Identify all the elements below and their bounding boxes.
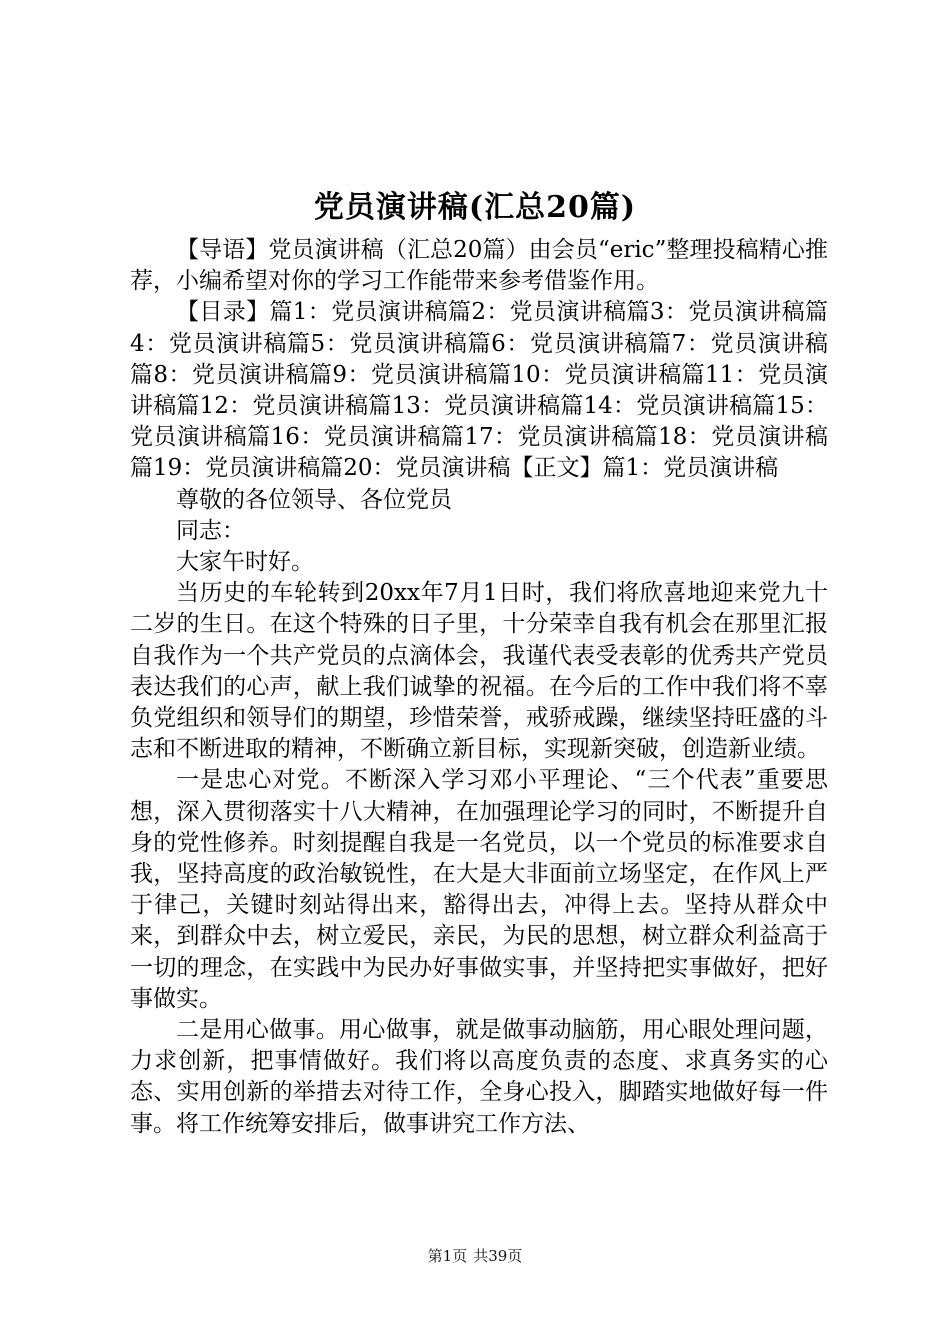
salutation-line: 同志： (176, 517, 245, 544)
body-paragraph: 一是忠心对党。不断深入学习邓小平理论、“三个代表”重要思想，深入贯彻落实十八大精神，在加强理论学习的同时，不断提升自身的党性修养。时刻提醒自我是一名党员，以一个党员的标准要求自我，坚持高度的政治敏锐性，在大是大非面前立场坚定，在作风上严于律己，关键时刻站得出来，豁得出去，冲得上去。坚持从群众中来，到群众中去，树立爱民，亲民，为民的思想，树立群众利益高于一切的理念，在实践中为民办好事做实事，并坚持把实事做好，把好事做实。 (130, 767, 828, 1012)
greeting-line: 大家午时好。 (176, 549, 314, 576)
page-number: 第1页 (427, 1247, 468, 1265)
toc-paragraph: 【目录】篇1：党员演讲稿篇2：党员演讲稿篇3：党员演讲稿篇4：党员演讲稿篇5：党员演讲稿篇6：党员演讲稿篇7：党员演讲稿篇8：党员演讲稿篇9：党员演讲稿篇10：党员演讲稿篇11：党员演讲稿篇12：党员演讲稿篇13：党员演讲稿篇14：党员演讲稿篇15：党员演讲稿篇16：党员演讲稿篇17：党员演讲稿篇18：党员演讲稿篇19：党员演讲稿篇20：党员演讲稿【正文】篇1：党员演讲稿 (130, 299, 828, 482)
page-footer (0, 1246, 950, 1266)
salutation-line: 尊敬的各位领导、各位党员 (176, 486, 452, 513)
page-total: 共39页 (473, 1247, 523, 1265)
document-body (130, 235, 828, 1140)
body-paragraph: 二是用心做事。用心做事，就是做事动脑筋，用心眼处理问题，力求创新，把事情做好。我们将以高度负责的态度、求真务实的心态、实用创新的举措去对待工作，全身心投入，脚踏实地做好每一件事。将工作统筹安排后，做事讲究工作方法、 (130, 1017, 828, 1137)
body-paragraph: 当历史的车轮转到20xx年7月1日时，我们将欣喜地迎来党九十二岁的生日。在这个特殊的日子里，十分荣幸自我有机会在那里汇报自我作为一个共产党员的点滴体会，我谨代表受表彰的优秀共产党员表达我们的心声，献上我们诚挚的祝福。在今后的工作中我们将不辜负党组织和领导们的期望，珍惜荣誉，戒骄戒躁，继续坚持旺盛的斗志和不断进取的精神，不断确立新目标，实现新突破，创造新业绩。 (130, 580, 828, 763)
intro-paragraph: 【导语】党员演讲稿（汇总20篇）由会员“eric”整理投稿精心推荐，小编希望对你的学习工作能带来参考借鉴作用。 (130, 237, 828, 295)
document-title: 党员演讲稿(汇总20篇) (313, 190, 637, 225)
